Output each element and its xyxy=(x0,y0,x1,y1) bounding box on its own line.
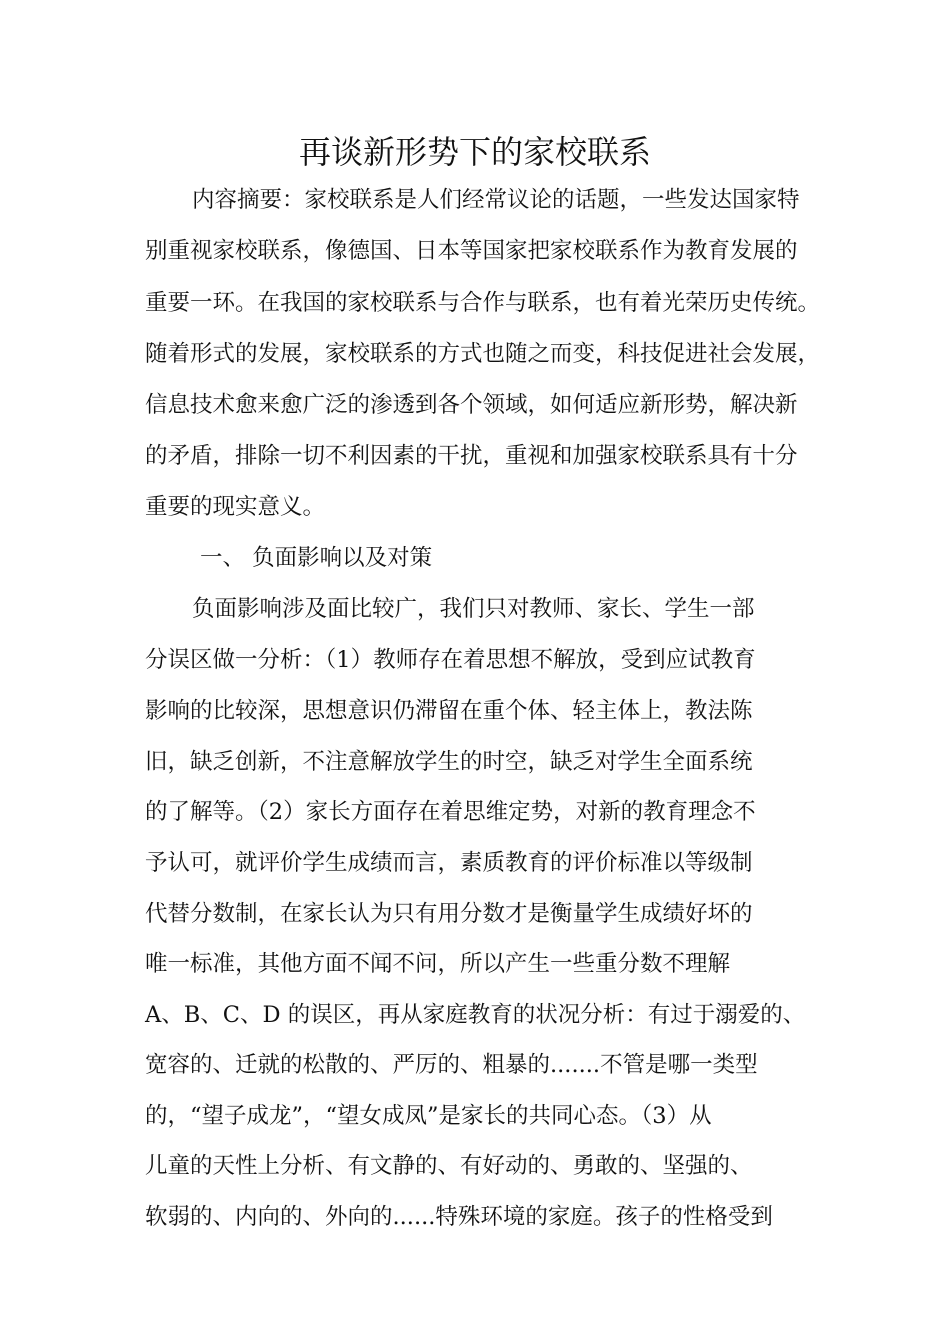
body-line-5: 的了解等。（2）家长方面存在着思维定势，对新的教育理念不 xyxy=(145,799,756,825)
abstract-line-7: 重要的现实意义。 xyxy=(145,494,326,520)
body-line-7: 代替分数制，在家长认为只有用分数才是衡量学生成绩好坏的 xyxy=(145,901,753,927)
section-heading: 一、 负面影响以及对策 xyxy=(200,545,433,571)
abstract-line-4: 随着形式的发展，家校联系的方式也随之而变，科技促进社会发展， xyxy=(145,341,821,367)
body-line-3: 影响的比较深，思想意识仍滞留在重个体、轻主体上，教法陈 xyxy=(145,698,753,724)
body-line-6: 予认可，就评价学生成绩而言，素质教育的评价标准以等级制 xyxy=(145,850,753,876)
body-line-9: A、B、C、D 的误区，再从家庭教育的状况分析：有过于溺爱的、 xyxy=(145,1002,806,1028)
body-line-2: 分误区做一分析：（1）教师存在着思想不解放，受到应试教育 xyxy=(145,647,756,673)
abstract-line-5: 信息技术愈来愈广泛的渗透到各个领域，如何适应新形势，解决新 xyxy=(145,392,798,418)
body-line-12: 儿童的天性上分析、有文静的、有好动的、勇敢的、坚强的、 xyxy=(145,1153,753,1179)
body-line-1: 负面影响涉及面比较广，我们只对教师、家长、学生一部 xyxy=(192,596,755,622)
body-line-13: 软弱的、内向的、外向的......特殊环境的家庭。孩子的性格受到 xyxy=(145,1204,773,1230)
body-line-8: 唯一标准，其他方面不闻不问，所以产生一些重分数不理解 xyxy=(145,951,731,977)
abstract-line-3: 重要一环。在我国的家校联系与合作与联系，也有着光荣历史传统。 xyxy=(145,290,821,316)
abstract-line-6: 的矛盾，排除一切不利因素的干扰，重视和加强家校联系具有十分 xyxy=(145,443,798,469)
document-title: 再谈新形势下的家校联系 xyxy=(298,133,651,171)
abstract-line-1: 内容摘要：家校联系是人们经常议论的话题，一些发达国家特 xyxy=(192,187,800,213)
abstract-line-2: 别重视家校联系，像德国、日本等国家把家校联系作为教育发展的 xyxy=(145,238,798,264)
body-line-10: 宽容的、迁就的松散的、严厉的、粗暴的.......不管是哪一类型 xyxy=(145,1052,758,1078)
body-line-11: 的，“望子成龙”，“望女成凤”是家长的共同心态。（3）从 xyxy=(145,1103,712,1129)
body-line-4: 旧，缺乏创新，不注意解放学生的时空，缺乏对学生全面系统 xyxy=(145,749,753,775)
